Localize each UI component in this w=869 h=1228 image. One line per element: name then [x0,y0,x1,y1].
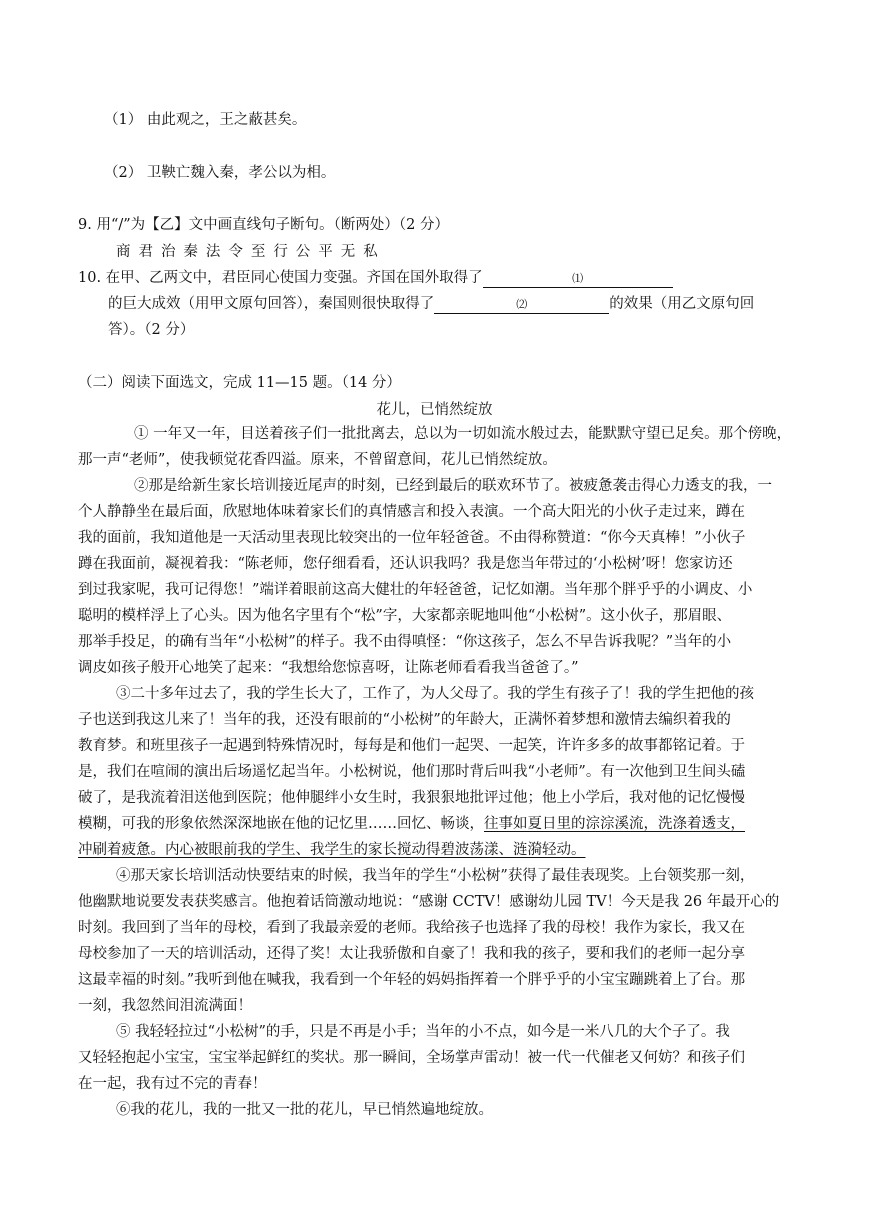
q10-question [78,266,673,288]
passage-line: 一刻，我忽然间泪流满面！ [78,998,252,1014]
passage-line: 时刻。我回到了当年的母校，看到了我最亲爱的老师。我给孩子也选择了我的母校！我作为家长，我又在 [78,920,745,936]
passage-line: 调皮如孩子般开心地笑了起来：“我想给您惊喜呀，让陈老师看看我当爸爸了。” [78,660,579,676]
passage-line: 在一起，我有过不完的青春！ [78,1076,267,1092]
q8-item-2: （2） 卫鞅亡魏入秦，孝公以为相。 [104,165,336,181]
passage-line: 个人静静坐在最后面，欣慰地体味着家长们的真情感言和投入表演。一个高大阳光的小伙子走过来，蹲在 [78,504,745,520]
passage-title: 花儿，已悄然绽放 [376,402,493,418]
passage-line: 又轻轻抱起小宝宝，宝宝举起鲜红的奖状。那一瞬间，全场掌声雷动！被一代一代催老又何妨？和孩子们 [78,1050,745,1066]
passage-line: 蹲在我面前，凝视着我：“陈老师，您仔细看看，还认识我吗？我是您当年带过的‘小松树’呀！您家访还 [78,556,733,572]
passage-line: ⑥我的花儿，我的一批又一批的花儿，早已悄然遍地绽放。 [116,1102,493,1118]
passage-line: 是，我们在喧闹的演出后场遥忆起当年。小松树说，他们那时背后叫我“小老师”。有一次他到卫生间头磕 [78,764,746,780]
passage-line: 这最幸福的时刻。”我听到他在喊我，我看到一个年轻的妈妈指挥着一个胖乎乎的小宝宝蹦跳着上了台。那 [78,972,746,988]
section-heading: （二）阅读下面选文，完成 11—15 题。（14 分） [78,375,401,391]
passage-line: ③二十多年过去了，我的学生长大了，工作了，为人父母了。我的学生有孩子了！我的学生把他的孩 [116,686,754,702]
passage-line: ⑤ 我轻轻拉过“小松树”的手，只是不再是小手；当年的小不点，如今是一米八几的大个子了。我 [116,1024,730,1040]
q10-text-part4: 答）。（2 分） [108,322,195,338]
q10-line-2 [108,292,754,314]
passage-line: 到过我家呢，我可记得您！”端详着眼前这高大健壮的年轻爸爸，记忆如潮。当年那个胖乎乎的小调皮、小 [78,582,753,598]
passage-line: ②那是给新生家长培训接近尾声的时刻，已经到最后的联欢环节了。被疲惫袭击得心力透支的我，一 [134,478,772,494]
passage-line: 那一声“老师”，使我顿觉花香四溢。原来，不曾留意间，花儿已悄然绽放。 [78,452,557,468]
passage-line [78,814,790,834]
q10-blank-1[interactable]: ⑴ [483,271,673,288]
passage-line: 教育梦。和班里孩子一起遇到特殊情况时，每每是和他们一起哭、一起笑，许许多多的故事都铭记着。于 [78,738,745,754]
q10-text-part1: 10. 在甲、乙两文中，君臣同心使国力变强。齐国在国外取得了 [78,270,483,286]
q8-item-1: （1） 由此观之，王之蔽甚矣。 [104,112,307,128]
passage-line: 我的面前，我知道他是一天活动里表现比较突出的一位年轻爸爸。不由得称赞道：“你今天真棒！”小伙子 [78,530,746,546]
q10-text-part3: 的效果（用乙文原句回 [609,296,755,312]
passage-line: ① 一年又一年，目送着孩子们一批批离去，总以为一切如流水般过去，能默默守望已足矣。那个傍晚， [134,426,792,442]
q9-question: 9. 用“/”为【乙】文中画直线句子断句。（断两处）（2 分） [78,217,449,233]
passage-line: 母校参加了一天的培训活动，还得了奖！太让我骄傲和自豪了！我和我的孩子，要和我们的老师一起分享 [78,946,745,962]
q9-sentence: 商君治秦法令至行公平无私 [116,244,386,260]
passage-line: 那举手投足，的确有当年“小松树”的样子。我不由得嗔怪：“你这孩子，怎么不早告诉我呢？”当年的小 [78,634,732,650]
q10-blank-2[interactable]: ⑵ [434,297,609,314]
underlined-sentence: 往事如夏日里的淙淙溪流，洗涤着透支， [484,816,745,832]
passage-text: 模糊，可我的形象依然深深地嵌在他的记忆里……回忆、畅谈， [78,816,484,832]
passage-line: 子也送到我这儿来了！当年的我，还没有眼前的“小松树”的年龄大，正满怀着梦想和激情去编织着我的 [78,712,731,728]
underlined-sentence: 冲刷着疲惫。内心被眼前我的学生、我学生的家长搅动得碧波荡漾、涟漪轻动。 [78,842,586,858]
passage-line: ④那天家长培训活动快要结束的时候，我当年的学生“小松树”获得了最佳表现奖。上台领奖那一刻， [116,868,755,884]
passage-line: 他幽默地说要发表获奖感言。他抱着话筒激动地说：“感谢 CCTV！感谢幼儿园 TV！今天是我 26 年最开心的 [78,894,780,910]
passage-line: 破了，是我流着泪送他到医院；他伸腿绊小女生时，我狠狠地批评过他；他上小学后，我对他的记忆慢慢 [78,790,745,806]
passage-line: 聪明的模样浮上了心头。因为他名字里有个“松”字，大家都亲昵地叫他“小松树”。这小伙子，那眉眼、 [78,608,732,624]
q10-text-part2: 的巨大成效（用甲文原句回答），秦国则很快取得了 [108,296,435,312]
